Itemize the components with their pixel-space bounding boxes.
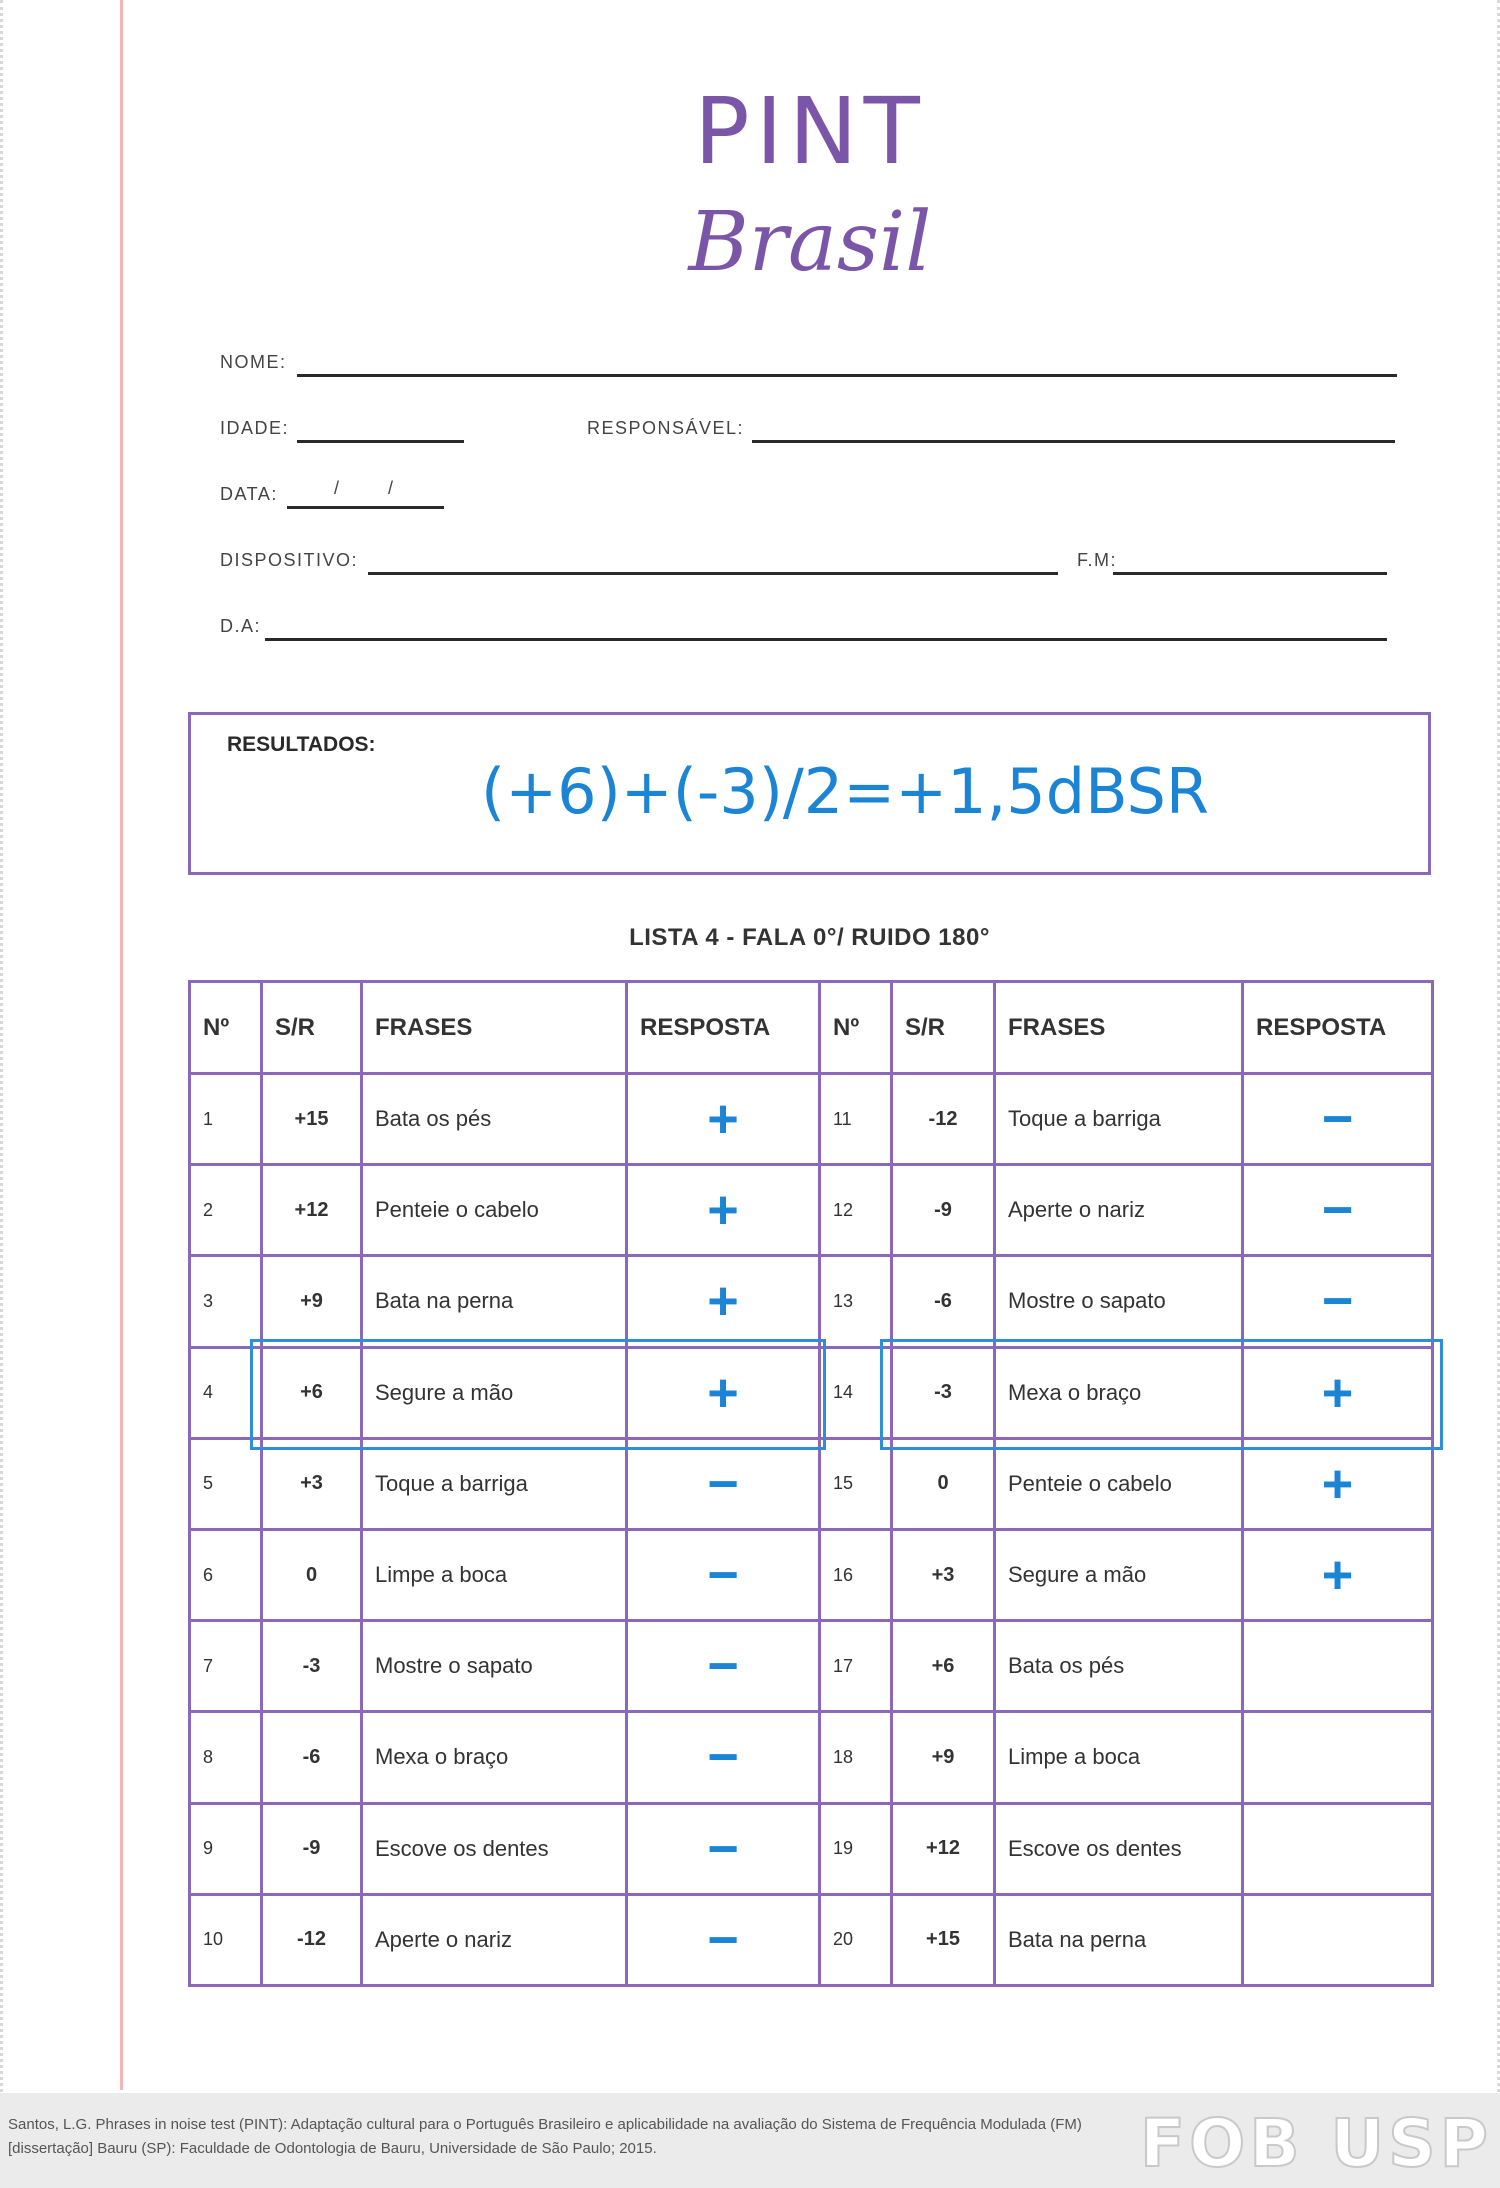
- row-sr: +6: [892, 1621, 995, 1712]
- table-row: [190, 1256, 1433, 1347]
- row-number: 16: [820, 1529, 892, 1620]
- data-separator-2: /: [388, 478, 395, 498]
- row-sr: +12: [262, 1165, 362, 1256]
- highlight-row-4: [250, 1339, 826, 1450]
- row-phrase: Mexa o braço: [995, 1347, 1243, 1438]
- row-sr: -6: [892, 1256, 995, 1347]
- page-edge-right: [1493, 0, 1500, 2188]
- row-sr: +3: [892, 1529, 995, 1620]
- fob-usp-logo: FOB USP: [1140, 2105, 1492, 2182]
- row-response[interactable]: +: [627, 1074, 820, 1165]
- row-phrase: Segure a mão: [362, 1347, 627, 1438]
- row-number: 5: [190, 1438, 262, 1529]
- row-phrase: Mostre o sapato: [362, 1621, 627, 1712]
- row-response[interactable]: [1243, 1712, 1433, 1803]
- row-number: 12: [820, 1165, 892, 1256]
- row-phrase: Segure a mão: [995, 1529, 1243, 1620]
- row-sr: 0: [262, 1529, 362, 1620]
- nome-label: NOME:: [220, 352, 287, 372]
- row-response[interactable]: −: [627, 1712, 820, 1803]
- row-number: 13: [820, 1256, 892, 1347]
- data-separator-1: /: [334, 478, 341, 498]
- footer: [0, 2093, 1500, 2188]
- row-phrase: Aperte o nariz: [995, 1165, 1243, 1256]
- list-title: LISTA 4 - FALA 0°/ RUIDO 180°: [629, 924, 990, 951]
- row-phrase: Mexa o braço: [362, 1712, 627, 1803]
- row-phrase: Escove os dentes: [362, 1803, 627, 1894]
- row-sr: -9: [892, 1165, 995, 1256]
- row-sr: 0: [892, 1438, 995, 1529]
- dispositivo-label: DISPOSITIVO:: [220, 550, 359, 570]
- header-frases: FRASES: [995, 982, 1243, 1074]
- idade-label: IDADE:: [220, 418, 290, 438]
- form-title: PINT: [694, 78, 926, 185]
- table-row: [190, 1712, 1433, 1803]
- responsavel-line[interactable]: [752, 440, 1395, 443]
- row-number: 14: [820, 1347, 892, 1438]
- table-row: [190, 1074, 1433, 1165]
- row-sr: +9: [892, 1712, 995, 1803]
- row-response[interactable]: +: [627, 1256, 820, 1347]
- row-sr: -12: [262, 1894, 362, 1985]
- page-edge-left: [0, 0, 7, 2188]
- results-formula: (+6)+(-3)/2=+1,5dBSR: [481, 755, 1209, 828]
- margin-line: [120, 0, 123, 2090]
- table-header-row: [190, 982, 1433, 1074]
- row-number: 19: [820, 1803, 892, 1894]
- row-sr: -6: [262, 1712, 362, 1803]
- row-phrase: Penteie o cabelo: [362, 1165, 627, 1256]
- header-num: Nº: [190, 982, 262, 1074]
- results-box: [188, 712, 1431, 875]
- row-sr: +15: [892, 1894, 995, 1985]
- dispositivo-line[interactable]: [368, 572, 1058, 575]
- responsavel-label: RESPONSÁVEL:: [587, 418, 745, 438]
- fm-line[interactable]: [1113, 572, 1387, 575]
- row-response[interactable]: −: [627, 1803, 820, 1894]
- results-label: RESULTADOS:: [227, 733, 376, 756]
- row-number: 4: [190, 1347, 262, 1438]
- row-response[interactable]: +: [627, 1165, 820, 1256]
- row-response[interactable]: −: [627, 1621, 820, 1712]
- row-phrase: Escove os dentes: [995, 1803, 1243, 1894]
- row-response[interactable]: [1243, 1894, 1433, 1985]
- header-frases: FRASES: [362, 982, 627, 1074]
- row-phrase: Bata os pés: [995, 1621, 1243, 1712]
- row-sr: +3: [262, 1438, 362, 1529]
- row-response[interactable]: +: [1243, 1347, 1433, 1438]
- row-sr: -3: [262, 1621, 362, 1712]
- row-response[interactable]: −: [627, 1438, 820, 1529]
- response-table: [188, 980, 1434, 1987]
- table-row: [190, 1529, 1433, 1620]
- row-number: 6: [190, 1529, 262, 1620]
- header-sr: S/R: [262, 982, 362, 1074]
- header-num: Nº: [820, 982, 892, 1074]
- row-number: 8: [190, 1712, 262, 1803]
- row-sr: -3: [892, 1347, 995, 1438]
- row-phrase: Limpe a boca: [995, 1712, 1243, 1803]
- row-number: 3: [190, 1256, 262, 1347]
- table-row: [190, 1894, 1433, 1985]
- row-response[interactable]: [1243, 1621, 1433, 1712]
- row-phrase: Aperte o nariz: [362, 1894, 627, 1985]
- row-number: 18: [820, 1712, 892, 1803]
- row-number: 10: [190, 1894, 262, 1985]
- form-subtitle: Brasil: [688, 195, 932, 290]
- row-sr: +12: [892, 1803, 995, 1894]
- table-row: [190, 1621, 1433, 1712]
- row-phrase: Mostre o sapato: [995, 1256, 1243, 1347]
- header-sr: S/R: [892, 982, 995, 1074]
- row-response[interactable]: [1243, 1803, 1433, 1894]
- row-response[interactable]: −: [1243, 1256, 1433, 1347]
- nome-line[interactable]: [297, 374, 1397, 377]
- row-response[interactable]: +: [1243, 1529, 1433, 1620]
- fm-label: F.M:: [1077, 550, 1117, 570]
- row-phrase: Bata os pés: [362, 1074, 627, 1165]
- data-line[interactable]: [287, 506, 444, 509]
- row-sr: -9: [262, 1803, 362, 1894]
- row-number: 11: [820, 1074, 892, 1165]
- row-number: 9: [190, 1803, 262, 1894]
- table-row: [190, 1165, 1433, 1256]
- row-response[interactable]: −: [627, 1894, 820, 1985]
- row-sr: +9: [262, 1256, 362, 1347]
- row-phrase: Bata na perna: [362, 1256, 627, 1347]
- da-line[interactable]: [265, 638, 1387, 641]
- row-phrase: Penteie o cabelo: [995, 1438, 1243, 1529]
- row-response[interactable]: +: [1243, 1438, 1433, 1529]
- row-sr: +15: [262, 1074, 362, 1165]
- row-phrase: Limpe a boca: [362, 1529, 627, 1620]
- table-row: [190, 1438, 1433, 1529]
- da-label: D.A:: [220, 616, 262, 636]
- row-sr: +6: [262, 1347, 362, 1438]
- row-phrase: Bata na perna: [995, 1894, 1243, 1985]
- footer-citation: Santos, L.G. Phrases in noise test (PINT): Adaptação cultural para o Português Brasileiro e aplicabilidade na avaliação do Sistema de Frequência Modulada (FM) [dissertação] Bauru (SP): Faculdade de Odontologia de Bauru, Universidade de São Paulo; 2015.: [8, 2116, 1082, 2157]
- row-response[interactable]: +: [627, 1347, 820, 1438]
- header-resposta: RESPOSTA: [1243, 982, 1433, 1074]
- row-response[interactable]: −: [1243, 1074, 1433, 1165]
- row-number: 20: [820, 1894, 892, 1985]
- row-number: 17: [820, 1621, 892, 1712]
- header-resposta: RESPOSTA: [627, 982, 820, 1074]
- row-sr: -12: [892, 1074, 995, 1165]
- row-phrase: Toque a barriga: [995, 1074, 1243, 1165]
- row-phrase: Toque a barriga: [362, 1438, 627, 1529]
- highlight-row-14: [880, 1339, 1443, 1450]
- row-number: 15: [820, 1438, 892, 1529]
- row-response[interactable]: −: [627, 1529, 820, 1620]
- row-number: 2: [190, 1165, 262, 1256]
- data-label: DATA:: [220, 484, 278, 504]
- row-number: 7: [190, 1621, 262, 1712]
- row-response[interactable]: −: [1243, 1165, 1433, 1256]
- table-row: [190, 1803, 1433, 1894]
- row-number: 1: [190, 1074, 262, 1165]
- idade-line[interactable]: [297, 440, 464, 443]
